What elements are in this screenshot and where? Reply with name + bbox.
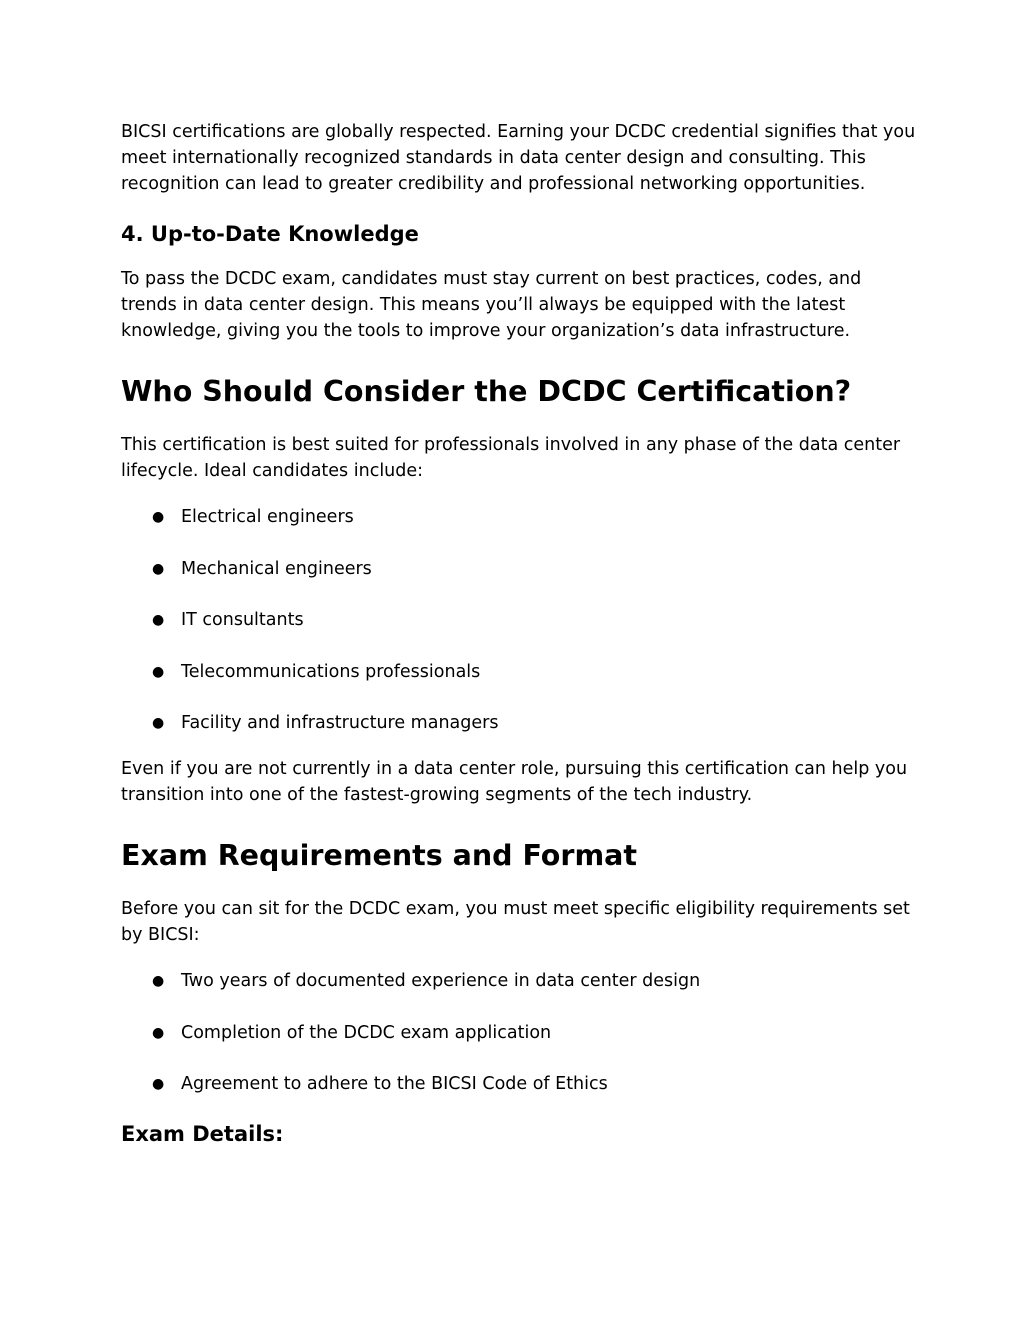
heading-up-to-date-knowledge: 4. Up-to-Date Knowledge	[121, 222, 419, 246]
bullet-icon: ●	[152, 612, 165, 628]
list-item-text: Two years of documented experience in data center design	[181, 971, 701, 991]
document-page	[121, 119, 921, 1148]
list-item-text: Telecommunications professionals	[181, 661, 481, 682]
list-item-text: IT consultants	[181, 610, 304, 630]
knowledge-paragraph: To pass the DCDC exam, candidates must stay current on best practices, codes, and trends in data center design. This means you’ll always be equipped with the latest knowledge, giving you the tools to improve your organization’s data infrastructure.	[121, 269, 862, 341]
bullet-icon: ●	[152, 973, 165, 989]
bullet-icon: ●	[152, 560, 165, 577]
intro-paragraph: BICSI certifications are globally respected. Earning your DCDC credential signifies that you meet internationally recognized standards in data center design and consulting. This recognition can lead to greater credibility and professional networking opportunities.	[121, 122, 916, 194]
list-item-text: Agreement to adhere to the BICSI Code of Ethics	[181, 1074, 608, 1094]
heading-exam-details: Exam Details:	[121, 1122, 284, 1146]
list-item-text: Mechanical engineers	[181, 558, 372, 579]
list-item-text: Facility and infrastructure managers	[181, 713, 499, 733]
list-item	[121, 607, 921, 633]
bullet-icon: ●	[152, 663, 165, 680]
list-item	[121, 659, 921, 685]
list-item	[121, 1071, 921, 1097]
bullet-icon: ●	[152, 1024, 165, 1041]
list-item-text: Electrical engineers	[181, 507, 354, 527]
list-item	[121, 556, 921, 582]
bullet-icon: ●	[152, 1076, 165, 1092]
bullet-icon: ●	[152, 509, 165, 525]
candidate-roles-list	[121, 504, 921, 736]
heading-exam-requirements: Exam Requirements and Format	[121, 839, 637, 872]
list-item-text: Completion of the DCDC exam application	[181, 1022, 552, 1043]
who-outro-paragraph: Even if you are not currently in a data center role, pursuing this certification can help you transition into one of the fastest-growing segments of the tech industry.	[121, 759, 908, 805]
list-item	[121, 968, 921, 994]
list-item	[121, 710, 921, 736]
eligibility-requirements-list	[121, 968, 921, 1097]
bullet-icon: ●	[152, 715, 165, 731]
exam-intro-paragraph: Before you can sit for the DCDC exam, you must meet specific eligibility requirements set by BICSI:	[121, 899, 910, 945]
who-intro-paragraph: This certification is best suited for professionals involved in any phase of the data center lifecycle. Ideal candidates include:	[121, 435, 901, 481]
heading-who-should-consider: Who Should Consider the DCDC Certification?	[121, 375, 852, 408]
list-item	[121, 504, 921, 530]
list-item	[121, 1020, 921, 1046]
